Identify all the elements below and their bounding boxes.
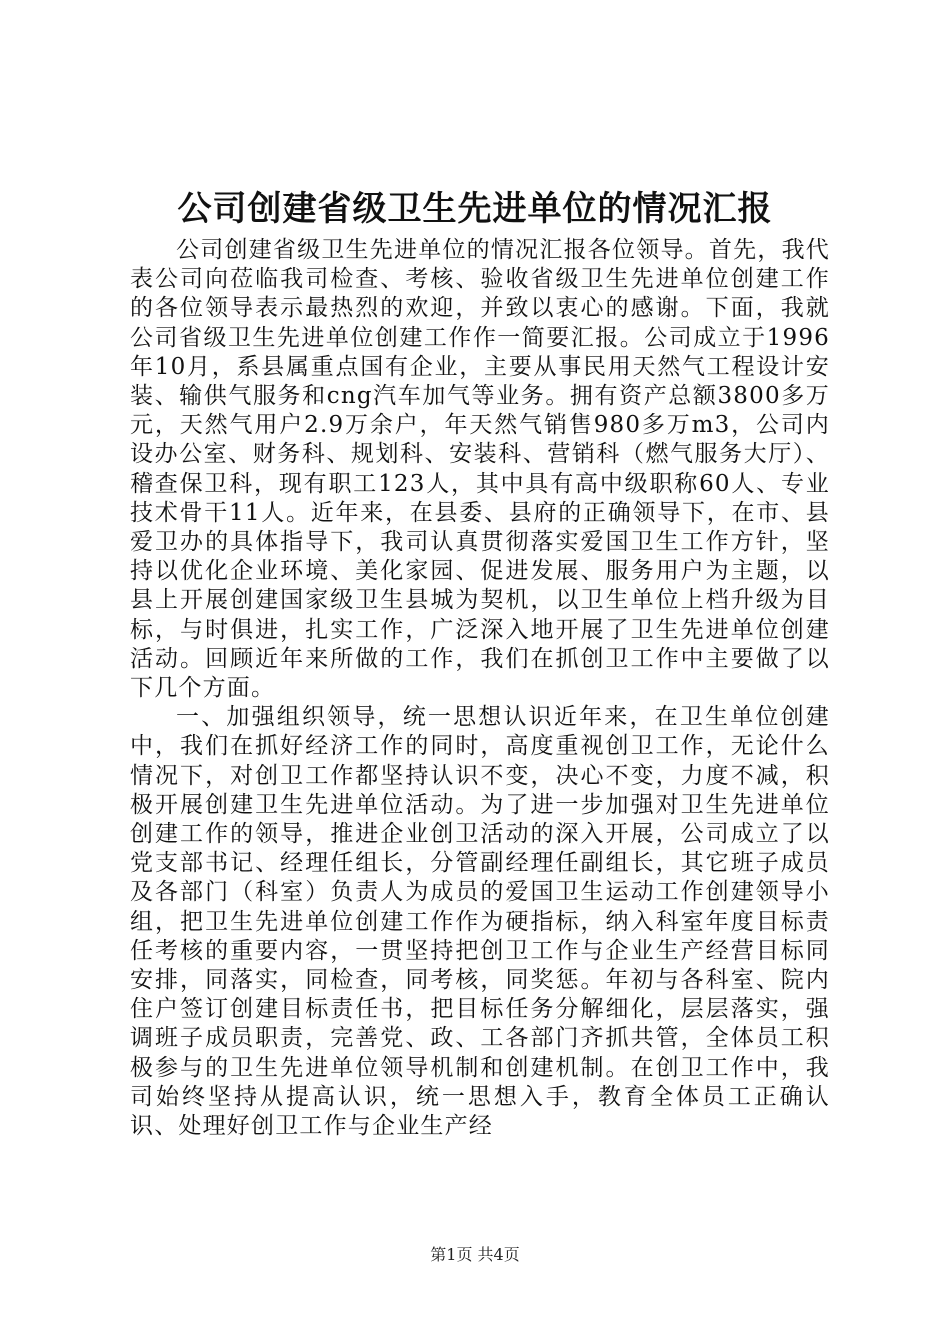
document-body [130, 236, 830, 1141]
document-title: 公司创建省级卫生先进单位的情况汇报 [177, 189, 773, 229]
paragraph-intro: 公司创建省级卫生先进单位的情况汇报各位领导。首先，我代表公司向莅临我司检查、考核、验收省级卫生先进单位创建工作的各位领导表示最热烈的欢迎，并致以衷心的感谢。下面，我就公司省级卫生先进单位创建工作作一简要汇报。公司成立于1996年10月，系县属重点国有企业，主要从事民用天然气工程设计安装、输供气服务和cng汽车加气等业务。拥有资产总额3800多万元，天然气用户2.9万余户，年天然气销售980多万m3，公司内设办公室、财务科、规划科、安装科、营销科（燃气服务大厅）、稽查保卫科，现有职工123人，其中具有高中级职称60人、专业技术骨干11人。近年来，在县委、县府的正确领导下，在市、县爱卫办的具体指导下，我司认真贯彻落实爱国卫生工作方针，坚持以优化企业环境、美化家园、促进发展、服务用户为主题，以县上开展创建国家级卫生县城为契机，以卫生单位上档升级为目标，与时俱进，扎实工作，广泛深入地开展了卫生先进单位创建活动。回顾近年来所做的工作，我们在抓创卫工作中主要做了以下几个方面。 [130, 237, 830, 702]
page-number-footer: 第1页 共4页 [430, 1245, 520, 1264]
paragraph-section-one: 一、加强组织领导，统一思想认识近年来，在卫生单位创建中，我们在抓好经济工作的同时，高度重视创卫工作，无论什么情况下，对创卫工作都坚持认识不变，决心不变，力度不减，积极开展创建卫生先进单位活动。为了进一步加强对卫生先进单位创建工作的领导，推进企业创卫活动的深入开展，公司成立了以党支部书记、经理任组长，分管副经理任副组长，其它班子成员及各部门（科室）负责人为成员的爱国卫生运动工作创建领导小组，把卫生先进单位创建工作作为硬指标，纳入科室年度目标责任考核的重要内容，一贯坚持把创卫工作与企业生产经营目标同安排，同落实，同检查，同考核，同奖惩。年初与各科室、院内住户签订创建目标责任书，把目标任务分解细化，层层落实，强调班子成员职责，完善党、政、工各部门齐抓共管，全体员工积极参与的卫生先进单位领导机制和创建机制。在创卫工作中，我司始终坚持从提高认识，统一思想入手，教育全体员工正确认识、处理好创卫工作与企业生产经 [130, 704, 830, 1140]
